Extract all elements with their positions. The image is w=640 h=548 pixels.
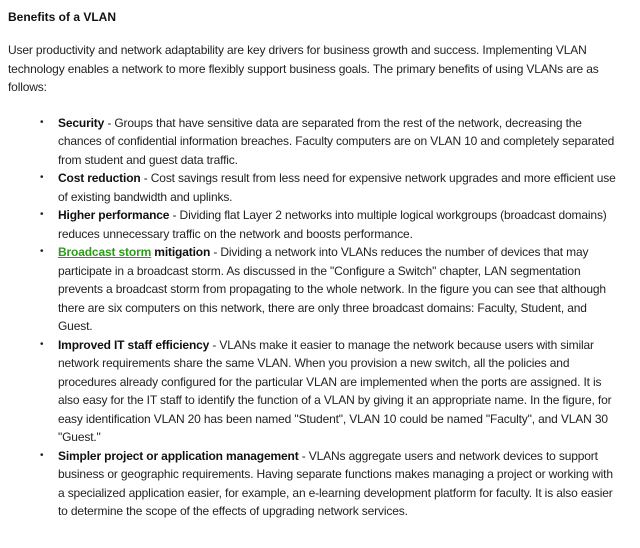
item-term: Improved IT staff efficiency xyxy=(58,337,210,352)
list-item-security xyxy=(58,114,618,170)
benefits-list xyxy=(8,114,632,521)
item-text: - Groups that have sensitive data are separated from the rest of the network, decreasing the chances of confidential information breaches. Faculty computers are on VLAN 10 and completely separated from student and guest data traffic. xyxy=(58,115,615,167)
item-term: Higher performance xyxy=(58,208,170,222)
item-text: - VLANs aggregate users and network devices to support business or geographic requirements. Having separate functions makes managing a project or working with a specialized application easier, for example, an e-learning development platform for faculty. It is also easier to determine the scope of the effects of upgrading network services. xyxy=(58,448,613,518)
list-item-broadcast-storm xyxy=(58,243,618,336)
item-term: Security xyxy=(58,115,105,130)
broadcast-storm-link[interactable]: Broadcast storm xyxy=(58,245,152,259)
page-title: Benefits of a VLAN xyxy=(8,10,117,24)
item-term: mitigation xyxy=(151,245,211,259)
item-text: - VLANs make it easier to manage the network because users with similar network requirements share the same VLAN. When you provision a new switch, all the policies and procedures already configured for the particular VLAN are implemented when the ports are assigned. It is also easy for the IT staff to identify the function of a VLAN by giving it an appropriate name. In the figure, for easy identification VLAN 20 has been named "Student", VLAN 10 could be named "Faculty", and VLAN 30 "Guest." xyxy=(58,337,612,444)
item-term: Simpler project or application management xyxy=(58,448,299,463)
list-item-project-management xyxy=(58,447,618,521)
item-term: Cost reduction xyxy=(58,171,141,185)
list-item-higher-performance xyxy=(58,206,618,243)
list-item-it-efficiency xyxy=(58,336,618,447)
item-text: - Dividing a network into VLANs reduces the number of devices that may participate in a broadcast storm. As discussed in the "Configure a Switch" chapter, LAN segmentation prevents a broadcast storm from propagating to the whole network. In the figure you can see that although there are six computers on this network, there are only three broadcast domains: Faculty, Student, and Guest. xyxy=(58,245,606,333)
item-text: - Dividing flat Layer 2 networks into multiple logical workgroups (broadcast domains) reduces unnecessary traffic on the network and boosts performance. xyxy=(58,208,607,241)
intro-paragraph: User productivity and network adaptability are key drivers for business growth and success. Implementing VLAN technology enables a network to more flexibly support business goals. The primary benefits of using VLANs are as follows: xyxy=(8,43,599,94)
item-text: - Cost savings result from less need for expensive network upgrades and more efficient use of existing bandwidth and uplinks. xyxy=(58,171,616,204)
list-item-cost-reduction xyxy=(58,169,618,206)
